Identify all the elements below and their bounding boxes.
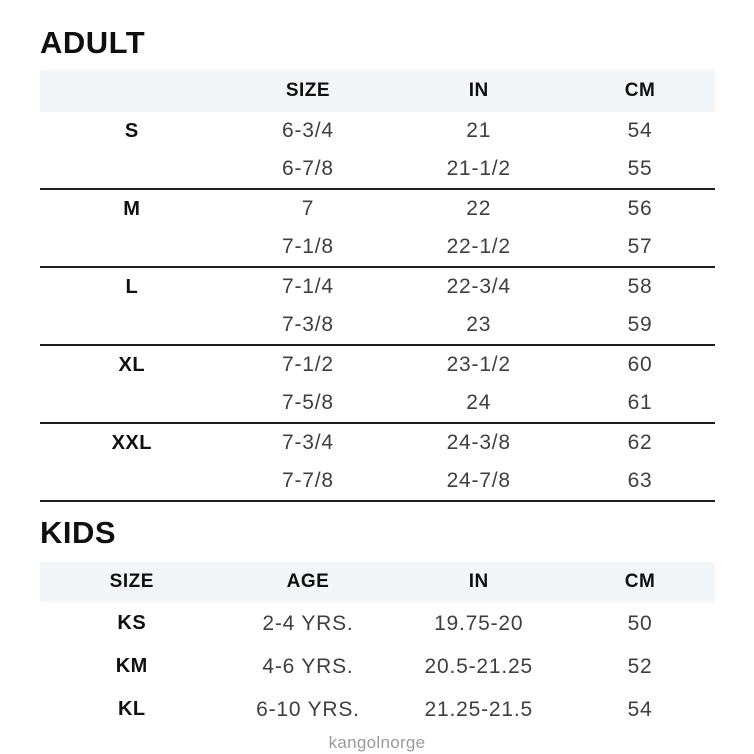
table-row [40,150,715,189]
adult-group-m [40,189,715,267]
size-label: KS [117,612,147,634]
size-label: KM [115,655,148,677]
kids-section-title: KIDS [40,515,117,550]
table-row [40,602,715,645]
cm-value: 62 [627,431,653,454]
size-label: S [124,119,139,142]
hat-size-value: 7-5/8 [282,391,334,414]
table-row [40,645,715,688]
cm-value: 57 [627,235,653,258]
cm-value: 50 [627,611,653,635]
inches-value: 24-3/8 [446,431,511,454]
cm-value: 58 [627,275,653,298]
hat-size-value: 6-3/4 [282,119,334,142]
adult-size-table [40,70,715,502]
size-label: KL [117,698,146,720]
hat-size-value: 7 [301,197,315,220]
size-label: M [123,197,141,220]
hat-size-value: 7-1/2 [282,353,334,376]
kids-table-header [40,562,715,602]
cm-value: 61 [627,391,653,414]
adult-col-in: IN [468,80,489,101]
table-row [40,384,715,423]
adult-group-l [40,267,715,345]
inches-value: 21-1/2 [446,157,511,180]
hat-size-value: 7-3/4 [282,431,334,454]
adult-col-blank [40,70,224,112]
kids-col-size: SIZE [109,571,154,592]
size-label: XL [118,353,146,376]
inches-value: 21 [466,119,492,142]
size-label [40,150,224,189]
table-row [40,267,715,306]
kids-col-cm: CM [624,571,656,592]
table-row [40,462,715,501]
adult-section-title: ADULT [40,25,146,60]
cm-value: 63 [627,469,653,492]
size-label [40,228,224,267]
cm-value: 54 [627,119,653,142]
inches-value: 19.75-20 [434,611,524,635]
inches-value: 22-1/2 [446,235,511,258]
age-value: 6-10 YRS. [256,697,360,721]
cm-value: 59 [627,313,653,336]
adult-header-row [40,70,715,112]
table-row [40,306,715,345]
table-row [40,423,715,462]
hat-size-value: 7-3/8 [282,313,334,336]
kids-col-age: AGE [286,571,330,592]
adult-col-cm: CM [624,80,656,101]
hat-size-value: 7-1/8 [282,235,334,258]
cm-value: 60 [627,353,653,376]
inches-value: 24-7/8 [446,469,511,492]
inches-value: 23 [466,313,492,336]
kids-size-table [40,562,715,731]
table-row [40,189,715,228]
size-label [40,384,224,423]
adult-group-xxl [40,423,715,501]
table-row [40,112,715,150]
inches-value: 23-1/2 [446,353,511,376]
inches-value: 24 [466,391,492,414]
cm-value: 52 [627,654,653,678]
hat-size-value: 6-7/8 [282,157,334,180]
hat-size-value: 7-7/8 [282,469,334,492]
table-row [40,228,715,267]
adult-col-size: SIZE [285,80,331,101]
size-label [40,306,224,345]
age-value: 4-6 YRS. [262,654,354,678]
size-label: L [125,275,139,298]
cm-value: 54 [627,697,653,721]
inches-value: 22-3/4 [446,275,511,298]
table-row [40,345,715,384]
kids-col-in: IN [468,571,489,592]
kids-table-body [40,602,715,731]
inches-value: 22 [466,197,492,220]
adult-table-header [40,70,715,112]
table-row [40,688,715,731]
kids-header-row [40,562,715,602]
cm-value: 56 [627,197,653,220]
inches-value: 21.25-21.5 [424,697,533,721]
adult-group-xl [40,345,715,423]
cm-value: 55 [627,157,653,180]
age-value: 2-4 YRS. [262,611,354,635]
size-label: XXL [111,431,152,454]
brand-footer: kangolnorge [328,733,426,752]
size-label [40,462,224,501]
adult-group-s [40,112,715,189]
hat-size-value: 7-1/4 [282,275,334,298]
inches-value: 20.5-21.25 [424,654,533,678]
